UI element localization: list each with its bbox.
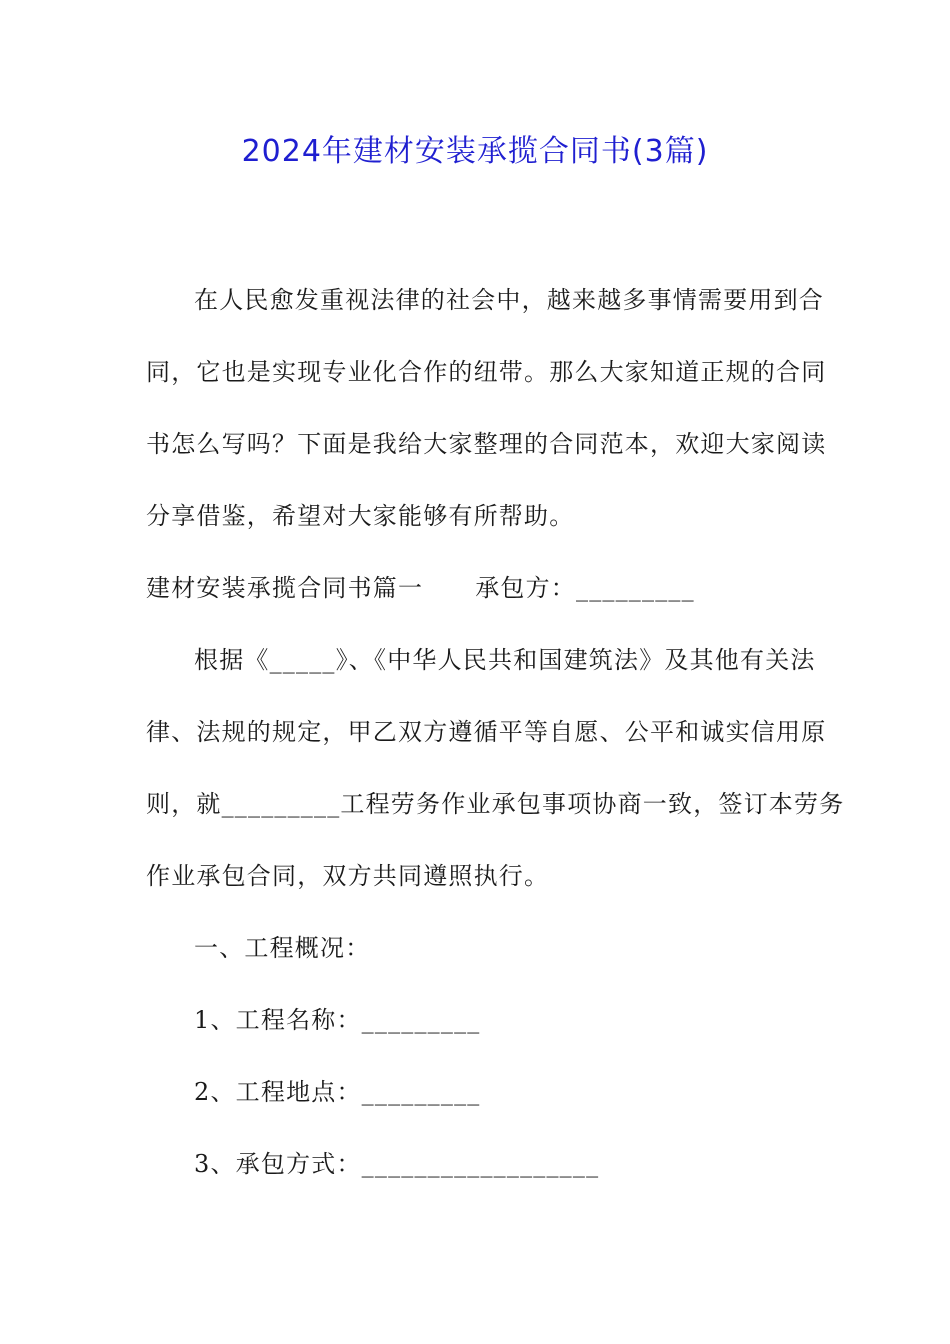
basis-line: 律、法规的规定，甲乙双方遵循平等自愿、公平和诚实信用原 [146, 718, 827, 746]
contractor-label: 承包方：_________ [475, 574, 695, 602]
intro-line: 分享借鉴，希望对大家能够有所帮助。 [146, 502, 575, 530]
project-overview-heading: 一、工程概况： [194, 934, 371, 962]
basis-line: 则，就_________工程劳务作业承包事项协商一致，签订本劳务 [146, 790, 845, 818]
item-project-name: 1、工程名称：_________ [194, 1006, 481, 1034]
basis-line: 根据《_____》、《中华人民共和国建筑法》及其他有关法 [194, 646, 816, 674]
intro-line: 在人民愈发重视法律的社会中，越来越多事情需要用到合 [194, 286, 824, 314]
section-heading: 建材安装承揽合同书篇一 [146, 574, 424, 602]
intro-line: 书怎么写吗？下面是我给大家整理的合同范本，欢迎大家阅读 [146, 430, 827, 458]
section-heading-line [146, 552, 812, 624]
document-title: 2024年建材安装承揽合同书(3篇) [241, 134, 709, 169]
item-project-location: 2、工程地点：_________ [194, 1078, 481, 1106]
document-body [146, 264, 845, 1200]
intro-line: 同，它也是实现专业化合作的纽带。那么大家知道正规的合同 [146, 358, 827, 386]
basis-line: 作业承包合同，双方共同遵照执行。 [146, 862, 550, 890]
item-contract-method: 3、承包方式：__________________ [194, 1150, 600, 1178]
